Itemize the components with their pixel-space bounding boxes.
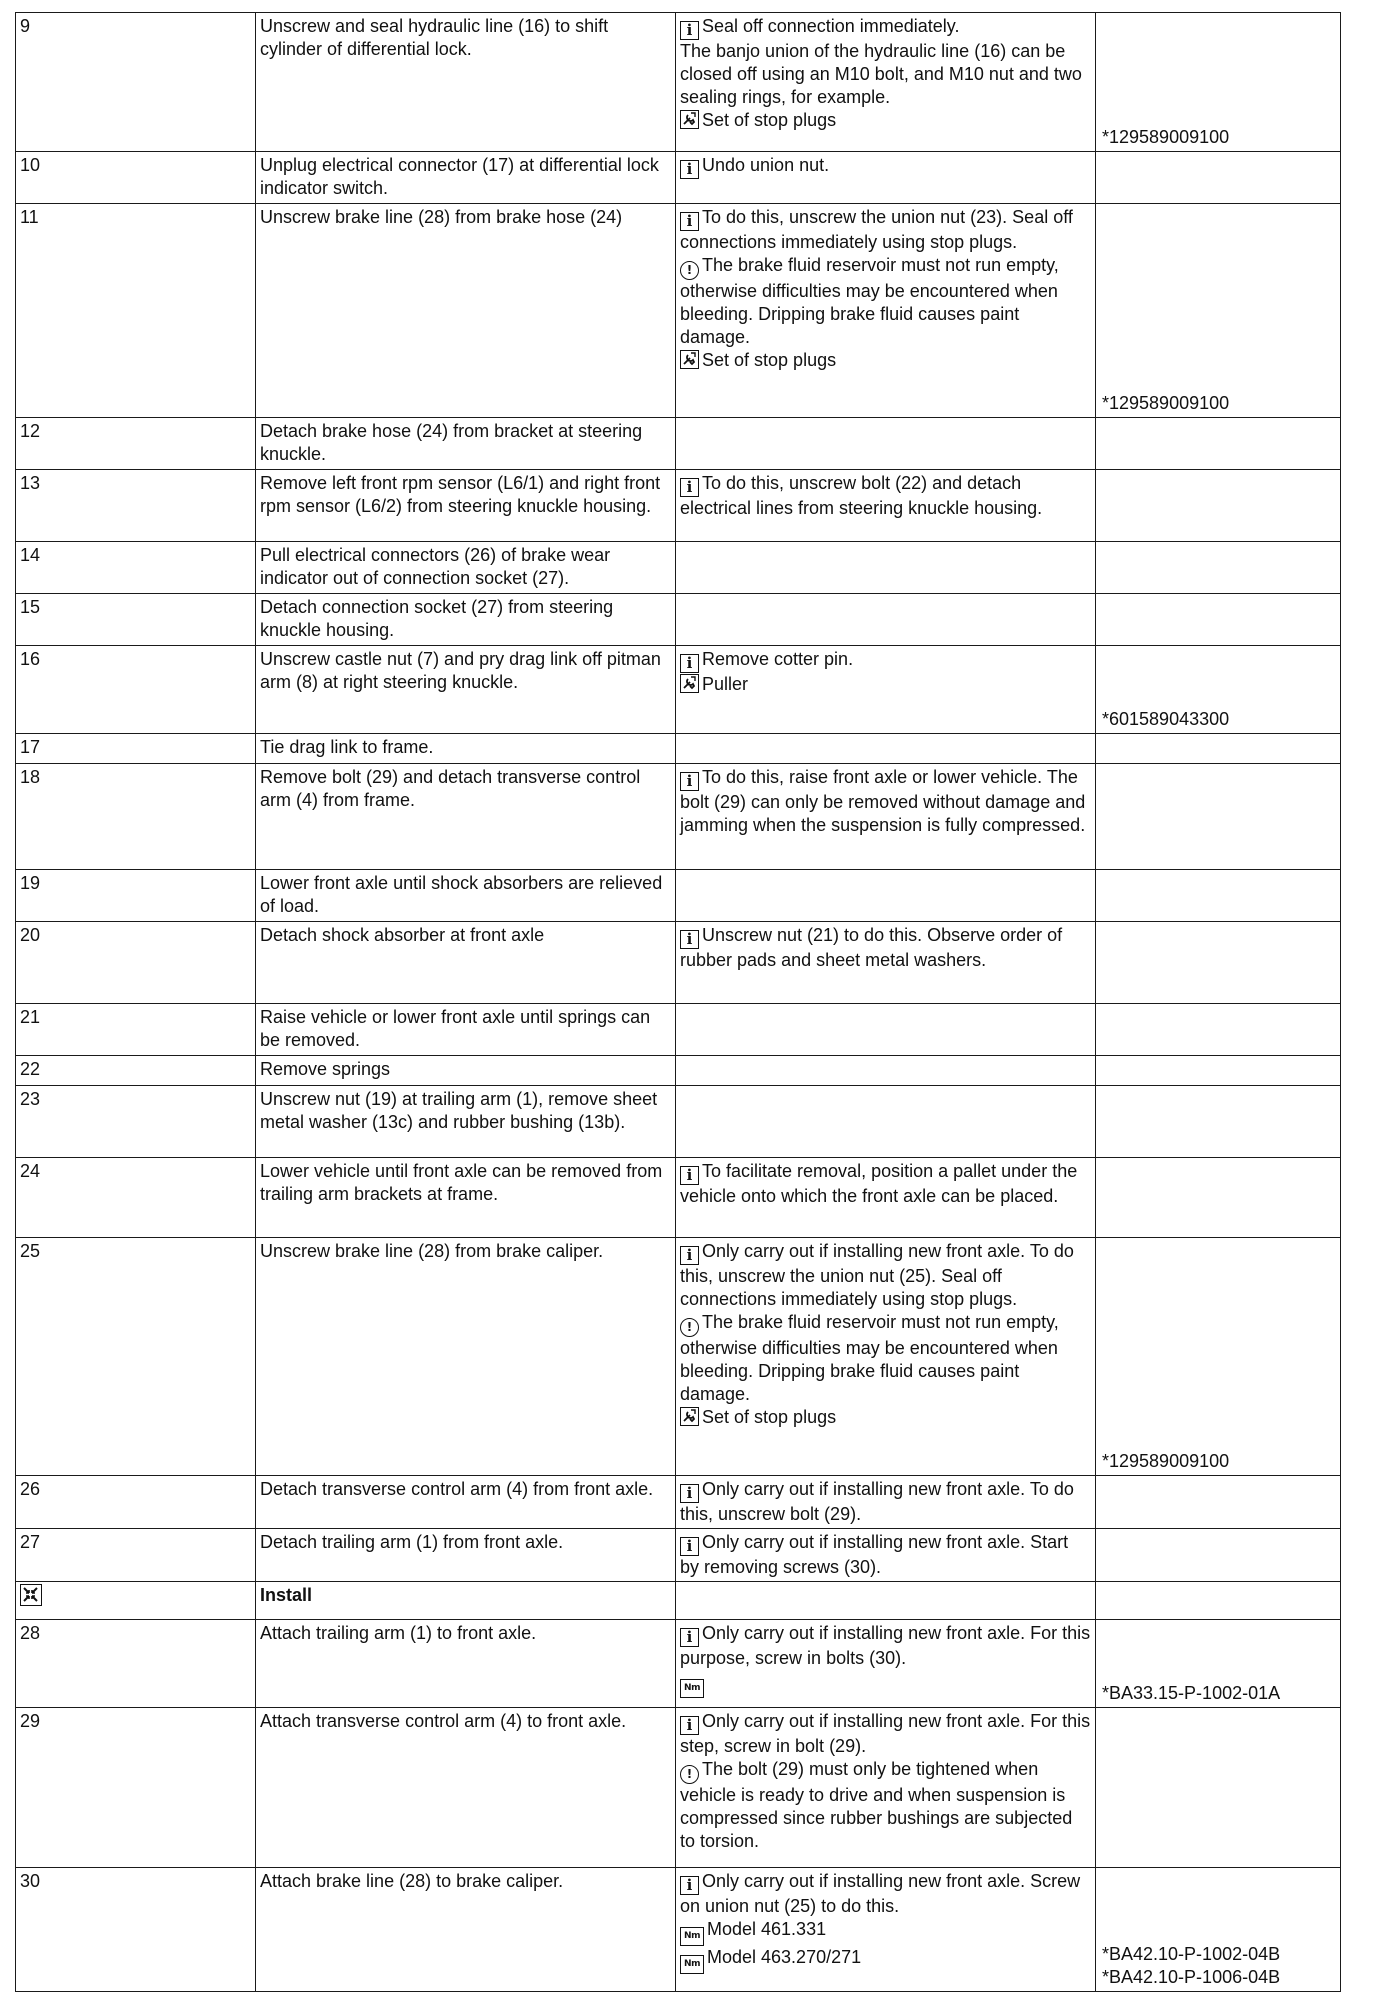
note-entry bbox=[680, 1946, 1091, 1974]
reference-cell bbox=[1096, 1056, 1341, 1086]
step-number-cell bbox=[16, 13, 256, 152]
note-text: The brake fluid reservoir must not run empty, otherwise difficulties may be encountered when bleeding. Dripping brake fluid causes paint damage. bbox=[680, 255, 1059, 347]
step-number-cell bbox=[16, 764, 256, 870]
reference-cell bbox=[1096, 764, 1341, 870]
install-icon bbox=[20, 1584, 42, 1606]
step-number: 10 bbox=[20, 155, 41, 175]
procedure-row bbox=[16, 734, 1341, 764]
note-text: Puller bbox=[702, 674, 749, 694]
notes-cell bbox=[676, 204, 1096, 418]
note-text: To facilitate removal, position a pallet under the vehicle onto which the front axle can be placed. bbox=[680, 1161, 1078, 1206]
notes-cell bbox=[676, 922, 1096, 1004]
step-number: 9 bbox=[20, 16, 31, 36]
step-number-cell bbox=[16, 418, 256, 470]
note-entry bbox=[680, 766, 1091, 837]
reference-cell bbox=[1096, 1086, 1341, 1158]
action-cell bbox=[256, 1238, 676, 1476]
notes-cell bbox=[676, 870, 1096, 922]
action-cell bbox=[256, 470, 676, 542]
step-number-cell bbox=[16, 922, 256, 1004]
notes-cell bbox=[676, 470, 1096, 542]
info-icon: i bbox=[680, 478, 699, 497]
step-number: 21 bbox=[20, 1007, 41, 1027]
step-number-cell bbox=[16, 734, 256, 764]
notes-cell bbox=[676, 1158, 1096, 1238]
action-cell bbox=[256, 764, 676, 870]
reference-stack bbox=[1102, 126, 1336, 149]
action-text: Detach transverse control arm (4) from front axle. bbox=[260, 1479, 654, 1499]
reference-number: *129589009100 bbox=[1102, 393, 1230, 413]
note-text: Model 463.270/271 bbox=[707, 1947, 862, 1967]
info-icon: i bbox=[680, 772, 699, 791]
notes-cell bbox=[676, 1868, 1096, 1992]
notes-cell bbox=[676, 1004, 1096, 1056]
step-number-cell bbox=[16, 1004, 256, 1056]
step-number-cell bbox=[16, 152, 256, 204]
note-entry bbox=[680, 1758, 1091, 1853]
procedure-row bbox=[16, 1238, 1341, 1476]
note-entry bbox=[680, 472, 1091, 520]
procedure-row bbox=[16, 1620, 1341, 1708]
action-text: Unscrew brake line (28) from brake caliper. bbox=[260, 1241, 604, 1261]
step-number-cell bbox=[16, 1620, 256, 1708]
step-number: 27 bbox=[20, 1532, 41, 1552]
special-tool-icon bbox=[680, 110, 699, 129]
note-text: The banjo union of the hydraulic line (16) can be closed off using an M10 bolt, and M10 nut and two sealing rings, for example. bbox=[680, 41, 1082, 107]
torque-nm-icon: Nm bbox=[680, 1679, 704, 1698]
action-text: Lower vehicle until front axle can be removed from trailing arm brackets at frame. bbox=[260, 1161, 663, 1204]
procedure-row bbox=[16, 542, 1341, 594]
procedure-row bbox=[16, 470, 1341, 542]
procedure-sheet bbox=[15, 12, 1340, 1992]
notes-cell bbox=[676, 152, 1096, 204]
info-icon: i bbox=[680, 160, 699, 179]
reference-cell bbox=[1096, 594, 1341, 646]
procedure-row bbox=[16, 1158, 1341, 1238]
note-text: The brake fluid reservoir must not run empty, otherwise difficulties may be encountered when bleeding. Dripping brake fluid causes paint damage. bbox=[680, 1312, 1059, 1404]
notes-cell bbox=[676, 1582, 1096, 1620]
action-cell bbox=[256, 734, 676, 764]
notes-cell bbox=[676, 764, 1096, 870]
reference-number: *BA42.10-P-1002-04B bbox=[1102, 1944, 1281, 1964]
step-number: 11 bbox=[20, 207, 39, 227]
procedure-table-body bbox=[16, 13, 1341, 1992]
notes-cell bbox=[676, 1056, 1096, 1086]
notes-cell bbox=[676, 1620, 1096, 1708]
reference-number: *129589009100 bbox=[1102, 127, 1230, 147]
reference-cell bbox=[1096, 922, 1341, 1004]
step-number-cell bbox=[16, 1868, 256, 1992]
step-number-cell bbox=[16, 1708, 256, 1868]
reference-cell bbox=[1096, 542, 1341, 594]
procedure-row bbox=[16, 1868, 1341, 1992]
special-tool-icon bbox=[680, 350, 699, 369]
action-text: Unscrew castle nut (7) and pry drag link off pitman arm (8) at right steering knuckle. bbox=[260, 649, 661, 692]
note-entry bbox=[680, 1311, 1091, 1406]
section-heading-install: Install bbox=[260, 1585, 313, 1605]
action-cell bbox=[256, 1582, 676, 1620]
note-entry bbox=[680, 206, 1091, 254]
note-text: Set of stop plugs bbox=[702, 350, 837, 370]
info-icon: i bbox=[680, 212, 699, 231]
procedure-row bbox=[16, 13, 1341, 152]
note-entry bbox=[680, 1670, 1091, 1698]
step-number: 25 bbox=[20, 1241, 41, 1261]
procedure-row bbox=[16, 1529, 1341, 1582]
reference-number: *BA33.15-P-1002-01A bbox=[1102, 1683, 1281, 1703]
notes-cell bbox=[676, 594, 1096, 646]
action-cell bbox=[256, 1476, 676, 1529]
note-text: Only carry out if installing new front axle. For this purpose, screw in bolts (30). bbox=[680, 1623, 1091, 1668]
reference-stack bbox=[1102, 1943, 1336, 1989]
warning-icon: ! bbox=[680, 1765, 699, 1784]
note-text: Remove cotter pin. bbox=[702, 649, 854, 669]
step-number: 13 bbox=[20, 473, 41, 493]
reference-cell bbox=[1096, 470, 1341, 542]
info-icon: i bbox=[680, 654, 699, 673]
action-text: Detach connection socket (27) from steering knuckle housing. bbox=[260, 597, 614, 640]
action-text: Unscrew nut (19) at trailing arm (1), remove sheet metal washer (13c) and rubber bushing (13b). bbox=[260, 1089, 658, 1132]
note-entry bbox=[680, 1531, 1091, 1579]
notes-cell bbox=[676, 542, 1096, 594]
note-entry bbox=[680, 349, 1091, 372]
reference-stack bbox=[1102, 708, 1336, 731]
notes-cell bbox=[676, 418, 1096, 470]
action-cell bbox=[256, 152, 676, 204]
note-entry bbox=[680, 109, 1091, 132]
action-text: Attach trailing arm (1) to front axle. bbox=[260, 1623, 537, 1643]
reference-cell bbox=[1096, 734, 1341, 764]
note-entry bbox=[680, 154, 1091, 179]
step-number-cell bbox=[16, 470, 256, 542]
special-tool-icon bbox=[680, 674, 699, 693]
note-text: Only carry out if installing new front axle. To do this, unscrew the union nut (25). Seal off connections immediately using stop plugs. bbox=[680, 1241, 1074, 1309]
note-text: The bolt (29) must only be tightened when vehicle is ready to drive and when suspension is compressed since rubber bushings are subjected to torsion. bbox=[680, 1759, 1073, 1851]
reference-cell bbox=[1096, 1620, 1341, 1708]
action-text: Detach brake hose (24) from bracket at steering knuckle. bbox=[260, 421, 643, 464]
step-number: 23 bbox=[20, 1089, 41, 1109]
note-entry bbox=[680, 1240, 1091, 1311]
reference-number: *BA42.10-P-1006-04B bbox=[1102, 1967, 1281, 1987]
action-text: Remove springs bbox=[260, 1059, 391, 1079]
note-text: Only carry out if installing new front axle. To do this, unscrew bolt (29). bbox=[680, 1479, 1074, 1524]
notes-cell bbox=[676, 1529, 1096, 1582]
note-text: To do this, unscrew bolt (22) and detach electrical lines from steering knuckle housing. bbox=[680, 473, 1043, 518]
info-icon: i bbox=[680, 1876, 699, 1895]
action-cell bbox=[256, 1004, 676, 1056]
action-text: Tie drag link to frame. bbox=[260, 737, 434, 757]
step-number: 28 bbox=[20, 1623, 41, 1643]
note-entry bbox=[680, 1406, 1091, 1429]
reference-cell bbox=[1096, 1868, 1341, 1992]
reference-cell bbox=[1096, 152, 1341, 204]
step-number: 26 bbox=[20, 1479, 41, 1499]
note-entry bbox=[680, 924, 1091, 972]
procedure-row bbox=[16, 646, 1341, 734]
step-number-cell bbox=[16, 1238, 256, 1476]
procedure-row bbox=[16, 1086, 1341, 1158]
procedure-row bbox=[16, 418, 1341, 470]
step-number-cell bbox=[16, 870, 256, 922]
procedure-row bbox=[16, 922, 1341, 1004]
info-icon: i bbox=[680, 21, 699, 40]
info-icon: i bbox=[680, 1484, 699, 1503]
info-icon: i bbox=[680, 1246, 699, 1265]
action-text: Remove left front rpm sensor (L6/1) and right front rpm sensor (L6/2) from steering knuckle housing. bbox=[260, 473, 661, 516]
action-cell bbox=[256, 1086, 676, 1158]
notes-cell bbox=[676, 1238, 1096, 1476]
action-cell bbox=[256, 1529, 676, 1582]
note-text: Only carry out if installing new front axle. Start by removing screws (30). bbox=[680, 1532, 1069, 1577]
reference-cell bbox=[1096, 1238, 1341, 1476]
action-text: Lower front axle until shock absorbers are relieved of load. bbox=[260, 873, 663, 916]
action-cell bbox=[256, 418, 676, 470]
procedure-row bbox=[16, 594, 1341, 646]
reference-cell bbox=[1096, 418, 1341, 470]
reference-cell bbox=[1096, 1529, 1341, 1582]
note-entry bbox=[680, 673, 1091, 696]
note-entry bbox=[680, 1918, 1091, 1946]
action-text: Raise vehicle or lower front axle until springs can be removed. bbox=[260, 1007, 651, 1050]
action-cell bbox=[256, 542, 676, 594]
step-number-cell bbox=[16, 646, 256, 734]
step-number-cell bbox=[16, 204, 256, 418]
action-text: Unscrew and seal hydraulic line (16) to shift cylinder of differential lock. bbox=[260, 16, 609, 59]
step-number-cell bbox=[16, 1086, 256, 1158]
note-text: Undo union nut. bbox=[702, 155, 830, 175]
note-text: Model 461.331 bbox=[707, 1919, 827, 1939]
action-cell bbox=[256, 870, 676, 922]
note-entry bbox=[680, 648, 1091, 673]
procedure-row bbox=[16, 1004, 1341, 1056]
note-text: Unscrew nut (21) to do this. Observe order of rubber pads and sheet metal washers. bbox=[680, 925, 1063, 970]
info-icon: i bbox=[680, 1716, 699, 1735]
step-number-cell bbox=[16, 1529, 256, 1582]
procedure-row bbox=[16, 870, 1341, 922]
step-number-cell bbox=[16, 1582, 256, 1620]
reference-cell bbox=[1096, 1158, 1341, 1238]
step-number: 20 bbox=[20, 925, 41, 945]
action-cell bbox=[256, 646, 676, 734]
step-number-cell bbox=[16, 542, 256, 594]
step-number: 24 bbox=[20, 1161, 41, 1181]
reference-number: *601589043300 bbox=[1102, 709, 1230, 729]
procedure-row bbox=[16, 1056, 1341, 1086]
step-number-cell bbox=[16, 1056, 256, 1086]
reference-cell bbox=[1096, 204, 1341, 418]
reference-cell bbox=[1096, 646, 1341, 734]
step-number: 22 bbox=[20, 1059, 41, 1079]
procedure-table bbox=[15, 12, 1341, 1992]
step-number: 18 bbox=[20, 767, 41, 787]
action-text: Detach shock absorber at front axle bbox=[260, 925, 545, 945]
warning-icon: ! bbox=[680, 1318, 699, 1337]
info-icon: i bbox=[680, 1628, 699, 1647]
reference-stack bbox=[1102, 392, 1336, 415]
step-number: 29 bbox=[20, 1711, 41, 1731]
action-text: Attach transverse control arm (4) to front axle. bbox=[260, 1711, 627, 1731]
action-cell bbox=[256, 922, 676, 1004]
reference-stack bbox=[1102, 1682, 1336, 1705]
reference-cell bbox=[1096, 1708, 1341, 1868]
step-number: 17 bbox=[20, 737, 41, 757]
reference-cell bbox=[1096, 870, 1341, 922]
note-text: Only carry out if installing new front axle. Screw on union nut (25) to do this. bbox=[680, 1871, 1081, 1916]
step-number: 30 bbox=[20, 1871, 41, 1891]
action-cell bbox=[256, 1056, 676, 1086]
notes-cell bbox=[676, 734, 1096, 764]
note-entry bbox=[680, 1160, 1091, 1208]
reference-cell bbox=[1096, 1476, 1341, 1529]
notes-cell bbox=[676, 13, 1096, 152]
procedure-row bbox=[16, 1582, 1341, 1620]
action-cell bbox=[256, 13, 676, 152]
action-text: Unplug electrical connector (17) at differential lock indicator switch. bbox=[260, 155, 659, 198]
note-text: To do this, raise front axle or lower vehicle. The bolt (29) can only be removed without damage and jamming when the suspension is fully compressed. bbox=[680, 767, 1086, 835]
action-cell bbox=[256, 1620, 676, 1708]
note-entry bbox=[680, 1870, 1091, 1918]
procedure-row bbox=[16, 1476, 1341, 1529]
note-text: Set of stop plugs bbox=[702, 1407, 837, 1427]
note-entry bbox=[680, 15, 1091, 40]
action-text: Unscrew brake line (28) from brake hose (24) bbox=[260, 207, 623, 227]
torque-nm-icon: Nm bbox=[680, 1955, 704, 1974]
step-number: 14 bbox=[20, 545, 41, 565]
action-cell bbox=[256, 594, 676, 646]
notes-cell bbox=[676, 1086, 1096, 1158]
notes-cell bbox=[676, 646, 1096, 734]
procedure-row bbox=[16, 152, 1341, 204]
step-number: 19 bbox=[20, 873, 41, 893]
special-tool-icon bbox=[680, 1407, 699, 1426]
action-text: Remove bolt (29) and detach transverse control arm (4) from frame. bbox=[260, 767, 641, 810]
note-text: Only carry out if installing new front axle. For this step, screw in bolt (29). bbox=[680, 1711, 1091, 1756]
procedure-row bbox=[16, 204, 1341, 418]
info-icon: i bbox=[680, 930, 699, 949]
note-text: To do this, unscrew the union nut (23). Seal off connections immediately using stop plugs. bbox=[680, 207, 1073, 252]
step-number-cell bbox=[16, 1158, 256, 1238]
action-cell bbox=[256, 1868, 676, 1992]
step-number-cell bbox=[16, 1476, 256, 1529]
note-entry bbox=[680, 1710, 1091, 1758]
action-cell bbox=[256, 1158, 676, 1238]
warning-icon: ! bbox=[680, 261, 699, 280]
action-text: Pull electrical connectors (26) of brake wear indicator out of connection socket (27). bbox=[260, 545, 611, 588]
action-text: Attach brake line (28) to brake caliper. bbox=[260, 1871, 564, 1891]
procedure-row bbox=[16, 764, 1341, 870]
reference-cell bbox=[1096, 1004, 1341, 1056]
reference-cell bbox=[1096, 13, 1341, 152]
action-text: Detach trailing arm (1) from front axle. bbox=[260, 1532, 564, 1552]
reference-number: *129589009100 bbox=[1102, 1451, 1230, 1471]
action-cell bbox=[256, 204, 676, 418]
info-icon: i bbox=[680, 1537, 699, 1556]
procedure-row bbox=[16, 1708, 1341, 1868]
reference-stack bbox=[1102, 1450, 1336, 1473]
notes-cell bbox=[676, 1476, 1096, 1529]
torque-nm-icon: Nm bbox=[680, 1927, 704, 1946]
note-entry bbox=[680, 1622, 1091, 1670]
note-text: Seal off connection immediately. bbox=[702, 16, 960, 36]
step-number: 15 bbox=[20, 597, 41, 617]
notes-cell bbox=[676, 1708, 1096, 1868]
step-number: 12 bbox=[20, 421, 41, 441]
note-entry bbox=[680, 254, 1091, 349]
action-cell bbox=[256, 1708, 676, 1868]
note-entry bbox=[680, 1478, 1091, 1526]
info-icon: i bbox=[680, 1166, 699, 1185]
step-number: 16 bbox=[20, 649, 41, 669]
note-entry bbox=[680, 40, 1091, 109]
step-number-cell bbox=[16, 594, 256, 646]
note-text: Set of stop plugs bbox=[702, 110, 837, 130]
reference-cell bbox=[1096, 1582, 1341, 1620]
